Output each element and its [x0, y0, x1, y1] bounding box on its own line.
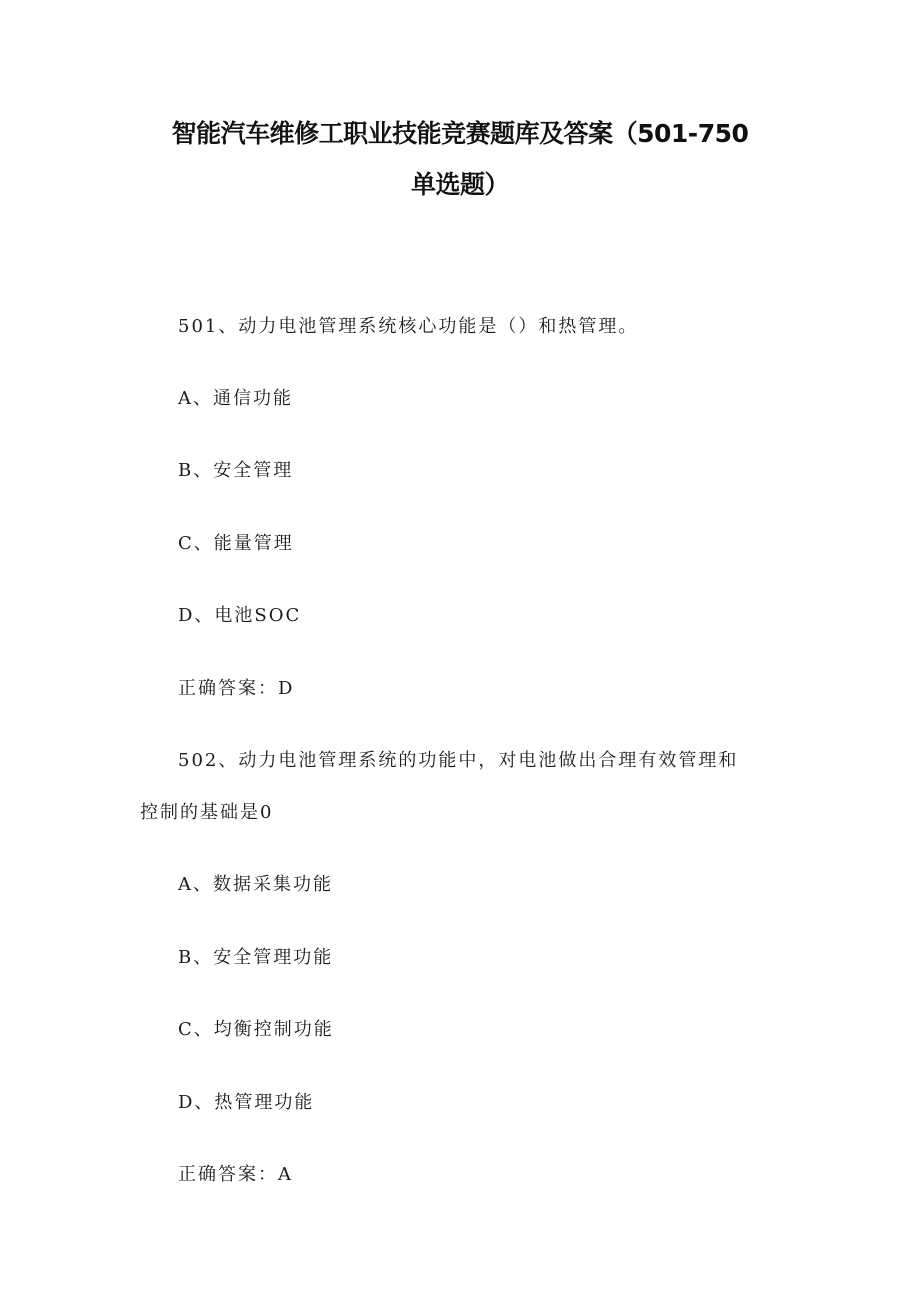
question-502-option-d: D、热管理功能 [178, 1092, 315, 1113]
question-501-option-b: B、安全管理 [178, 460, 294, 481]
question-502-option-a: A、数据采集功能 [178, 874, 333, 895]
question-502-stem-line-1: 502、动力电池管理系统的功能中，对电池做出合理有效管理和 [178, 750, 739, 771]
question-501-option-c: C、能量管理 [178, 533, 294, 554]
question-502-option-c: C、均衡控制功能 [178, 1019, 334, 1040]
question-502-stem-line-2: 控制的基础是0 [140, 802, 274, 823]
document-title-line-2: 单选题） [410, 170, 509, 199]
question-501-stem: 501、动力电池管理系统核心功能是（）和热管理。 [178, 316, 639, 337]
question-501-answer: 正确答案：D [178, 678, 295, 699]
document-title-line-1: 智能汽车维修工职业技能竞赛题库及答案（501-750 [171, 119, 749, 148]
question-501-option-d: D、电池SOC [178, 605, 302, 626]
question-502-answer: 正确答案：A [178, 1164, 293, 1185]
question-501-option-a: A、通信功能 [178, 388, 293, 409]
question-502-option-b: B、安全管理功能 [178, 947, 334, 968]
